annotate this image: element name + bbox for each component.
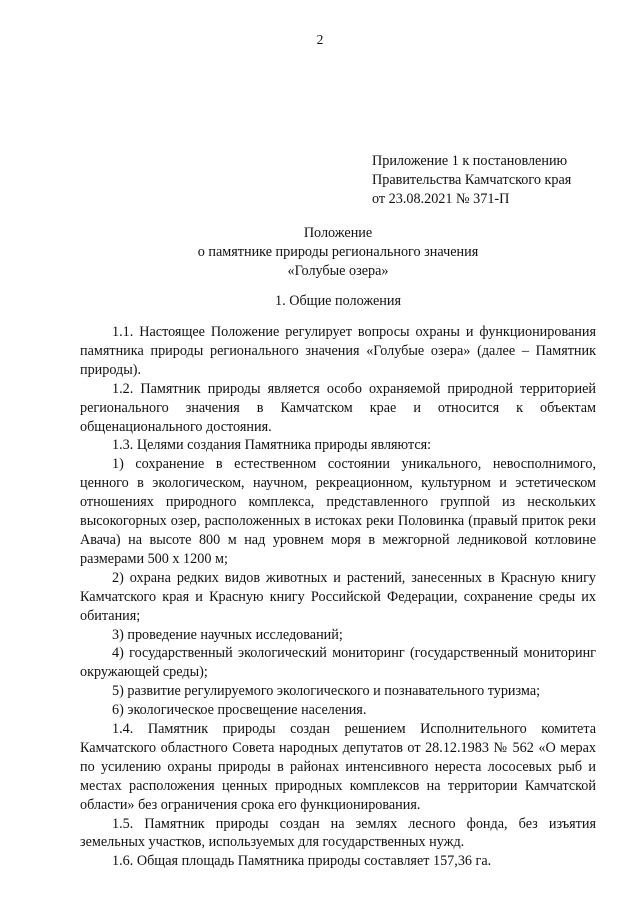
paragraph-1-1: 1.1. Настоящее Положение регулирует вопросы охраны и функционирования памятника природы регионального значения «Голубые озера» (далее – Памятник природы). [80, 324, 596, 378]
appendix-line: от 23.08.2021 № 371-П [372, 191, 510, 207]
paragraph-1-6: 1.6. Общая площадь Памятника природы составляет 157,36 га. [112, 853, 492, 870]
appendix-reference [372, 152, 571, 209]
list-item-4: 4) государственный экологический мониторинг (государственный мониторинг окружающей среды); [80, 645, 596, 681]
appendix-line: Правительства Камчатского края [372, 172, 572, 188]
paragraph-1-3: 1.3. Целями создания Памятника природы являются: [112, 437, 432, 454]
title-line: Положение [303, 225, 373, 241]
paragraph-1-4: 1.4. Памятник природы создан решением Исполнительного комитета Камчатского областного Совета народных депутатов от 28.12.1983 № 562 «О мерах по усилению охраны природы в районах интенсивного нереста лососевых рыб и местах расположения ценных природных комплексов на территории Камчатской области» без ограничения срока его функционирования. [80, 721, 596, 813]
title-line: о памятнике природы регионального значения [197, 244, 479, 260]
list-item-3: 3) проведение научных исследований; [112, 626, 343, 643]
page-number: 2 [316, 32, 324, 47]
title-line: «Голубые озера» [287, 263, 389, 279]
section-heading: 1. Общие положения [275, 293, 401, 309]
document-body [80, 323, 596, 871]
list-item-2: 2) охрана редких видов животных и растений, занесенных в Красную книгу Камчатского края и Красную книгу Российской Федерации, сохранение среды их обитания; [80, 569, 596, 624]
appendix-line: Приложение 1 к постановлению [372, 153, 568, 169]
paragraph-1-2: 1.2. Памятник природы является особо охраняемой природной территорией регионального значения в Камчатском крае и относится к объектам общенационального достояния. [80, 380, 596, 435]
paragraph-1-5: 1.5. Памятник природы создан на землях лесного фонда, без изъятия земельных участков, используемых для государственных нужд. [80, 815, 596, 851]
list-item-5: 5) развитие регулируемого экологического и познавательного туризма; [112, 683, 541, 700]
list-item-6: 6) экологическое просвещение населения. [112, 702, 367, 719]
document-title [80, 224, 596, 281]
list-item-1: 1) сохранение в естественном состоянии уникального, невосполнимого, ценного в экологическом, научном, рекреационном, культурном и эстетическом отношениях природного комплекса, представленного группой из нескольких высокогорных озер, расположенных в истоках реки Половинка (правый приток реки Авача) на высоте 800 м над уровнем моря в межгорной ледниковой котловине размерами 500 х 1200 м; [80, 456, 596, 567]
